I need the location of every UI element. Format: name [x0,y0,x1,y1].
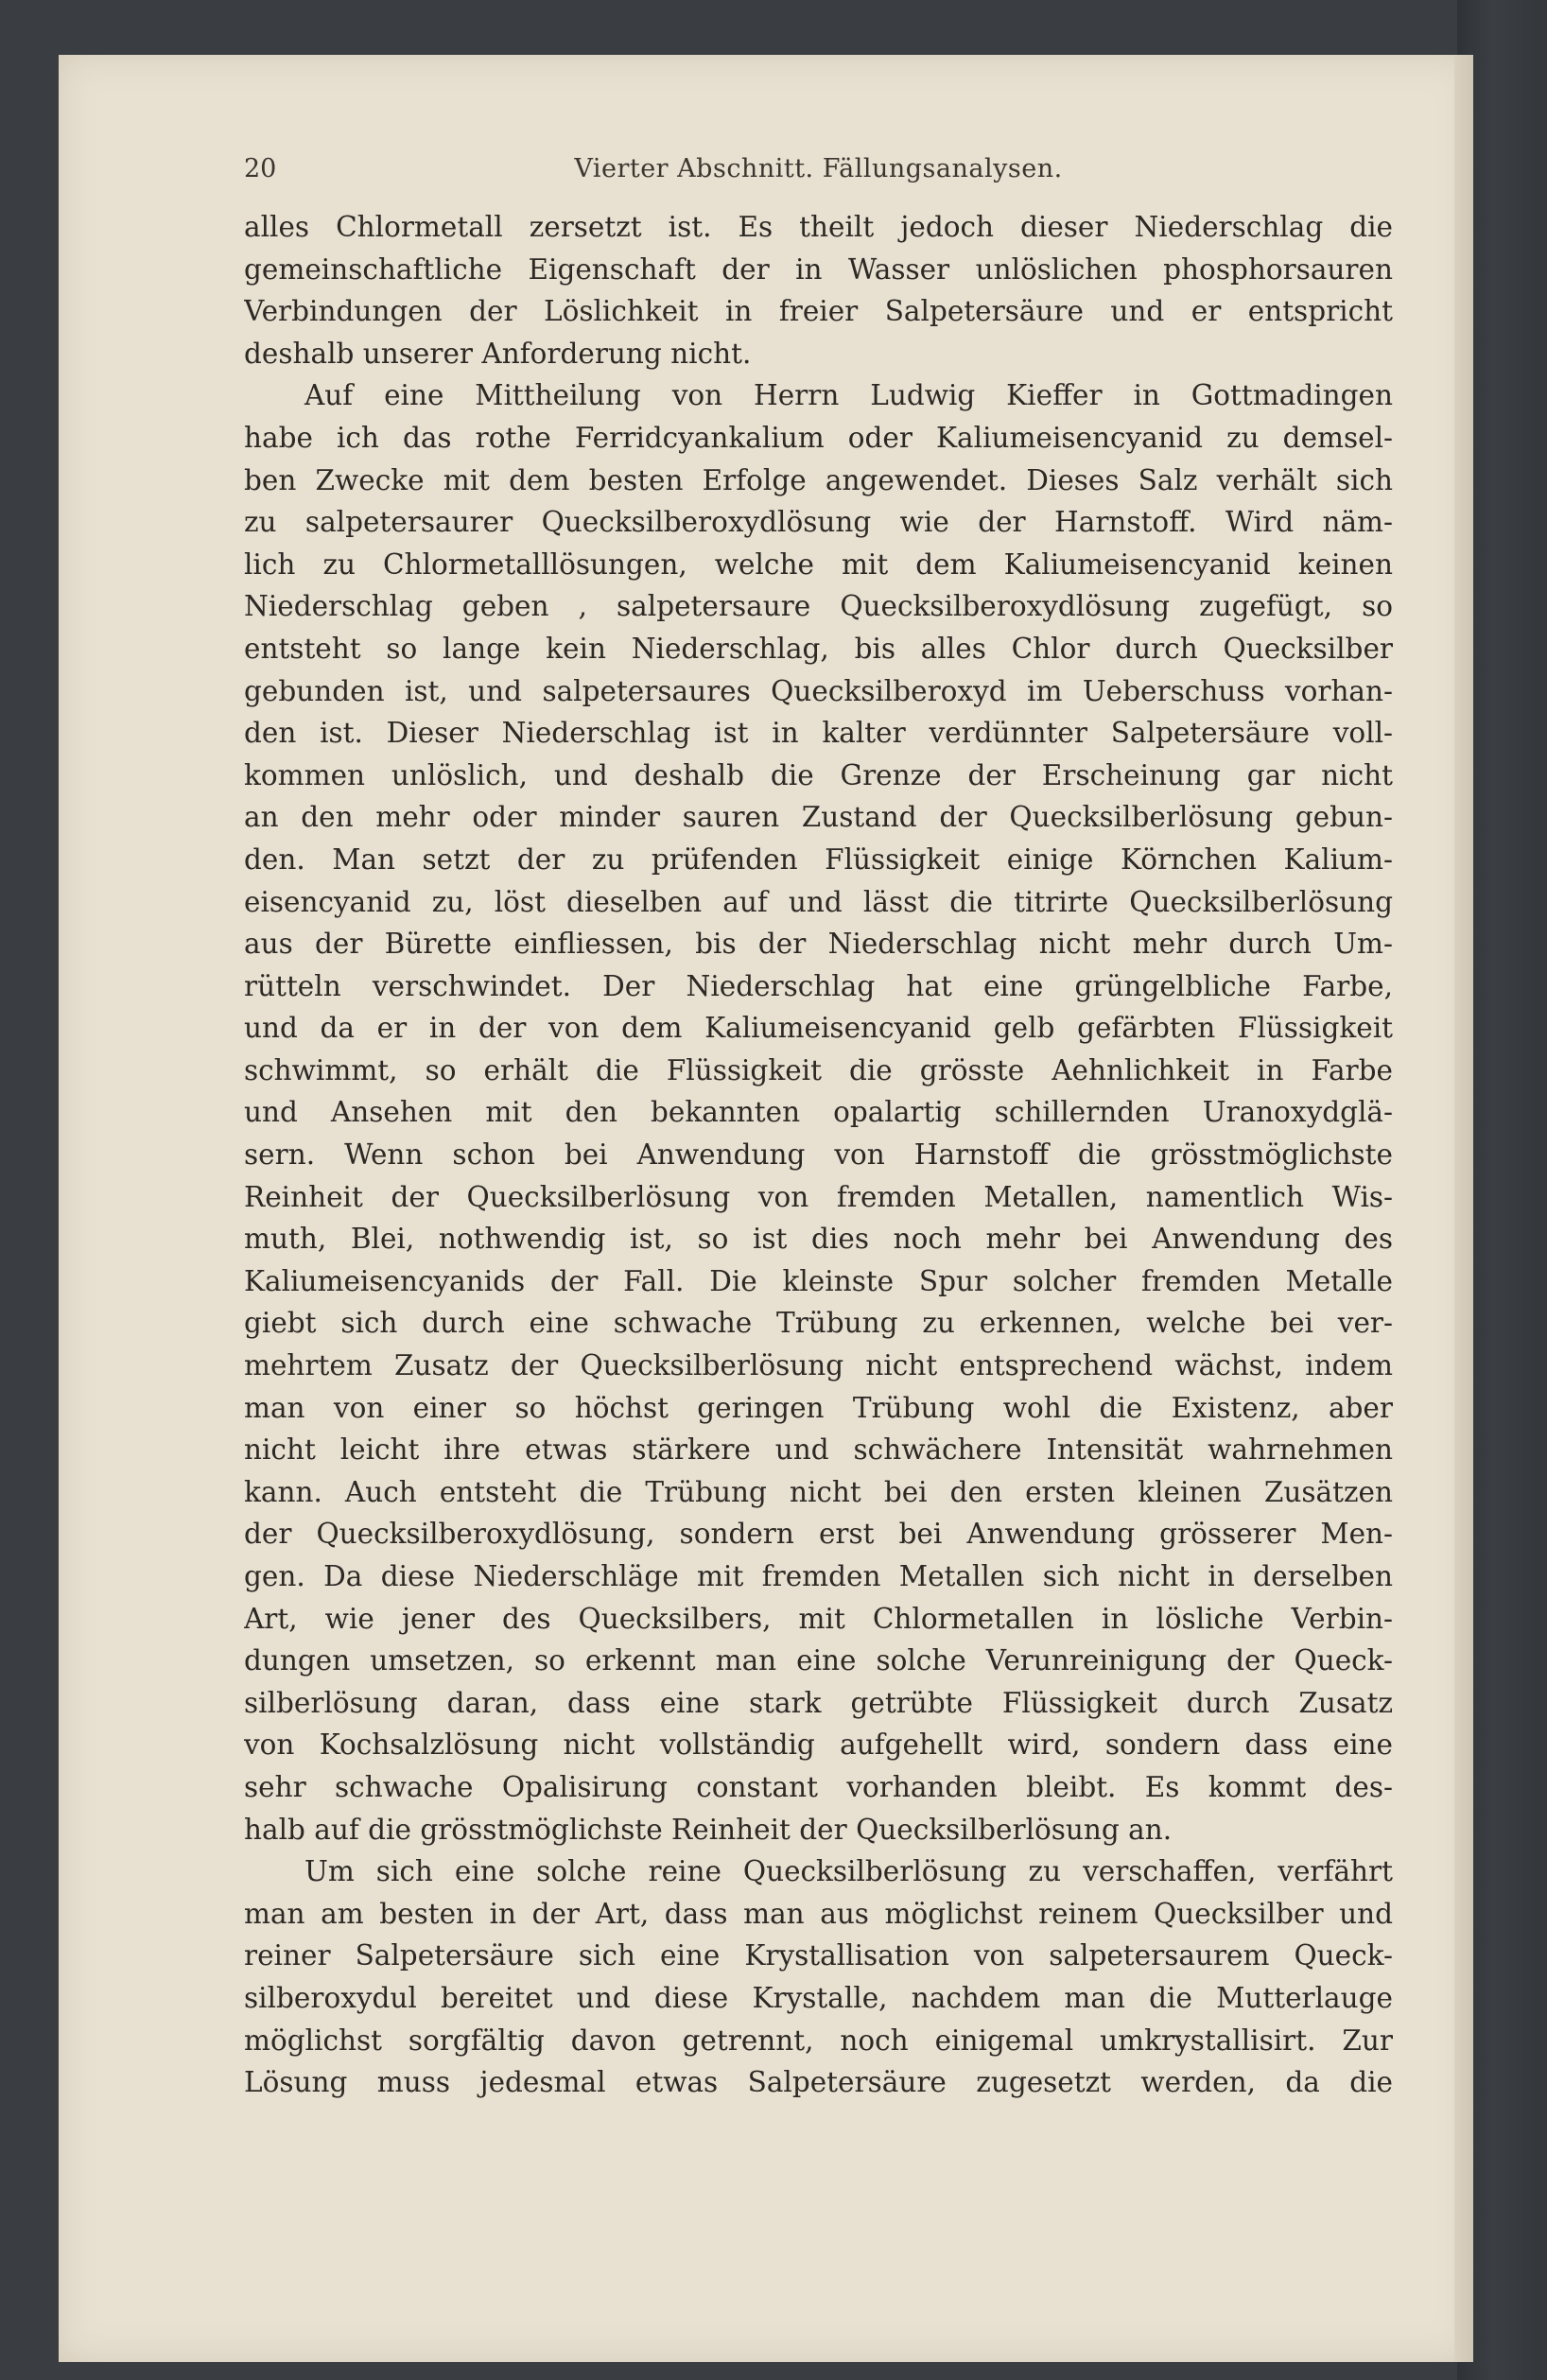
text-line: man von einer so höchst geringen Trübung wohl die Existenz, aber [244,1391,1393,1424]
text-line: dungen umsetzen, so erkennt man eine solche Verunreinigung der Queck- [244,1644,1393,1677]
text-line: Niederschlag geben , salpetersaure Quecksilberoxydlösung zugefügt, so [244,590,1393,623]
text-line: deshalb unserer Anforderung nicht. [244,337,752,370]
text-line: Reinheit der Quecksilberlösung von fremden Metallen, namentlich Wis- [244,1180,1393,1213]
text-line: eisencyanid zu, löst dieselben auf und lässt die titrirte Quecksilberlösung [244,885,1393,918]
text-line: zu salpetersaurer Quecksilberoxydlösung wie der Harnstoff. Wird näm- [244,506,1393,539]
text-line: gebunden ist, und salpetersaures Quecksilberoxyd im Ueberschuss vorhan- [244,674,1393,707]
text-line: reiner Salpetersäure sich eine Krystallisation von salpetersaurem Queck- [244,1939,1393,1972]
text-line: alles Chlormetall zersetzt ist. Es theilt jedoch dieser Niederschlag die [244,211,1393,243]
running-title: Vierter Abschnitt. Fällungsanalysen. [574,154,1063,183]
text-line: Kaliumeisencyanids der Fall. Die kleinste Spur solcher fremden Metalle [244,1264,1393,1297]
text-line: silberoxydul bereitet und diese Krystalle, nachdem man die Mutterlauge [244,1981,1393,2014]
text-line: Verbindungen der Löslichkeit in freier Salpetersäure und er entspricht [244,295,1393,328]
text-line: muth, Blei, nothwendig ist, so ist dies noch mehr bei Anwendung des [244,1223,1393,1256]
text-line: nicht leicht ihre etwas stärkere und schwächere Intensität wahrnehmen [244,1433,1393,1467]
text-line: Auf eine Mittheilung von Herrn Ludwig Kieffer in Gottmadingen [304,379,1393,412]
text-line: der Quecksilberoxydlösung, sondern erst bei Anwendung grösserer Men- [244,1518,1393,1551]
text-line: giebt sich durch eine schwache Trübung zu erkennen, welche bei ver- [244,1307,1393,1340]
page-edge [1454,55,1473,2362]
text-line: silberlösung daran, dass eine stark getrübte Flüssigkeit durch Zusatz [244,1686,1393,1719]
text-line: von Kochsalzlösung nicht vollständig aufgehellt wird, sondern dass eine [244,1729,1393,1762]
text-line: gen. Da diese Niederschläge mit fremden Metallen sich nicht in derselben [244,1560,1393,1592]
text-line: sehr schwache Opalisirung constant vorhanden bleibt. Es kommt des- [244,1770,1393,1803]
text-line: den ist. Dieser Niederschlag ist in kalter verdünnter Salpetersäure voll- [244,717,1393,750]
page-number: 20 [244,154,277,183]
text-line: lich zu Chlormetalllösungen, welche mit dem Kaliumeisencyanid keinen [244,547,1393,581]
text-line: man am besten in der Art, dass man aus möglichst reinem Quecksilber und [244,1897,1393,1930]
text-line: habe ich das rothe Ferridcyankalium oder Kaliumeisencyanid zu demsel- [244,421,1393,454]
text-line: Um sich eine solche reine Quecksilberlösung zu verschaffen, verfährt [304,1855,1393,1888]
text-line: möglichst sorgfältig davon getrennt, noch einigemal umkrystallisirt. Zur [244,2024,1393,2057]
text-line: schwimmt, so erhält die Flüssigkeit die grösste Aehnlichkeit in Farbe [244,1053,1393,1086]
text-line: kann. Auch entsteht die Trübung nicht bei den ersten kleinen Zusätzen [244,1475,1393,1508]
text-line: kommen unlöslich, und deshalb die Grenze der Erscheinung gar nicht [244,758,1393,791]
text-line: und Ansehen mit den bekannten opalartig schillernden Uranoxydglä- [244,1096,1393,1129]
text-line: ben Zwecke mit dem besten Erfolge angewendet. Dieses Salz verhält sich [244,463,1393,496]
text-line: aus der Bürette einfliessen, bis der Niederschlag nicht mehr durch Um- [244,928,1393,961]
text-line: gemeinschaftliche Eigenschaft der in Wasser unlöslichen phosphorsauren [244,252,1393,286]
text-line: mehrtem Zusatz der Quecksilberlösung nicht entsprechend wächst, indem [244,1349,1393,1382]
text-line: den. Man setzt der zu prüfenden Flüssigkeit einige Körnchen Kalium- [244,843,1393,876]
text-line: rütteln verschwindet. Der Niederschlag hat eine grüngelbliche Farbe, [244,969,1393,1002]
body-text [244,206,1393,2104]
page-header [244,154,1393,192]
text-line: sern. Wenn schon bei Anwendung von Harnstoff die grösstmöglichste [244,1138,1393,1172]
text-line: Art, wie jener des Quecksilbers, mit Chlormetallen in lösliche Verbin- [244,1602,1393,1635]
text-line: Lösung muss jedesmal etwas Salpetersäure zugesetzt werden, da die [244,2066,1393,2099]
text-line: entsteht so lange kein Niederschlag, bis alles Chlor durch Quecksilber [244,632,1393,665]
text-line: und da er in der von dem Kaliumeisencyanid gelb gefärbten Flüssigkeit [244,1012,1393,1045]
text-line: an den mehr oder minder sauren Zustand der Quecksilberlösung gebun- [244,801,1393,834]
text-line: halb auf die grösstmöglichste Reinheit der Quecksilberlösung an. [244,1813,1173,1846]
